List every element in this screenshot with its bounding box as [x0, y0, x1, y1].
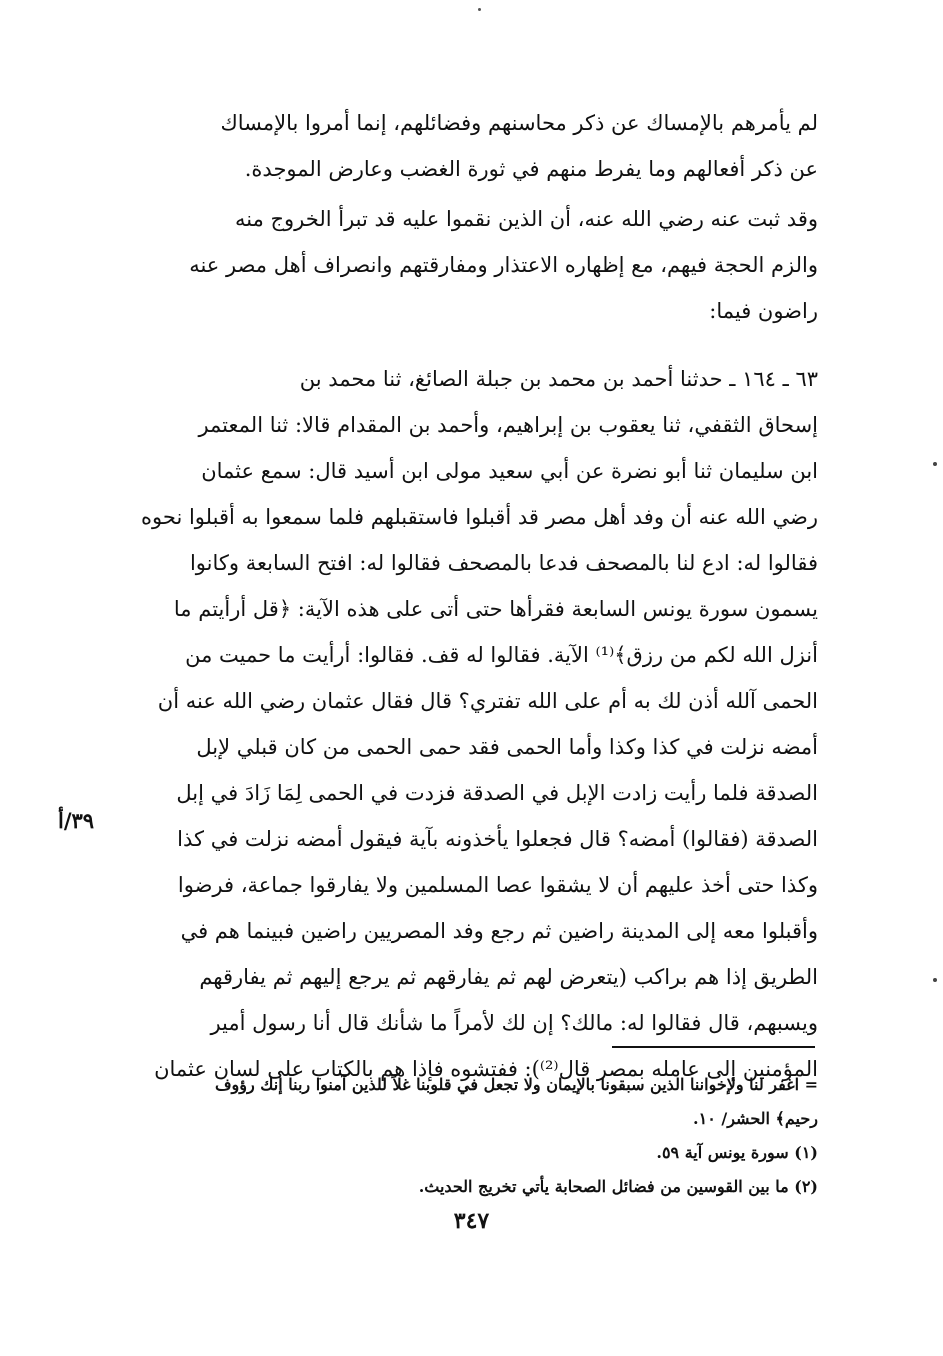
text-line: ٦٣ ـ ١٦٤ ـ حدثنا أحمد بن محمد بن جبلة الصائغ، ثنا محمد بن	[299, 367, 818, 391]
text-line: والزم الحجة فيهم، مع إظهاره الاعتذار ومفارقتهم وانصراف أهل مصر عنه	[189, 253, 818, 277]
text-line: لم يأمرهم بالإمساك عن ذكر محاسنهم وفضائلهم، إنما أمروا بالإمساك	[220, 111, 818, 135]
paragraph-intro	[118, 100, 818, 192]
text-line: وكذا حتى أخذ عليهم أن لا يشقوا عصا المسلمين ولا يفارقوا جماعة، فرضوا	[177, 873, 818, 897]
text-line: راضون فيما:	[709, 299, 818, 323]
manuscript-folio-note: ٣٩/أ	[58, 808, 95, 833]
footnote-line: رحيم﴾ الحشر/ ١٠.	[693, 1109, 818, 1128]
footnotes	[118, 1068, 818, 1204]
text-line: الحمى آلله أذن لك به أم على الله تفتري؟ قال فقال عثمان رضي الله عنه أن	[157, 689, 818, 713]
footnote-divider	[612, 1046, 815, 1048]
text-line: عن ذكر أفعالهم وما يفرط منهم في ثورة الغضب وعارض الموجدة.	[244, 157, 818, 181]
text-line: الصدقة (فقالوا) أمضه؟ قال فجعلوا يأخذونه بآية فيقول أمضه نزلت في كذا	[177, 827, 818, 851]
text-line: الطريق إذا هم براكب (يتعرض لهم ثم يفارقهم ثم يرجع إليهم ثم يفارقهم	[199, 965, 818, 989]
footnote-line: (٢) ما بين القوسين من فضائل الصحابة يأتي تخريج الحديث.	[418, 1177, 818, 1196]
text-line: أنزل الله لكم من رزق﴾⁽¹⁾ الآية. فقالوا له قف. فقالوا: أرأيت ما حميت من	[185, 643, 818, 667]
footnote-line: = اغفر لنا ولإخواننا الذين سبقونا بالإيمان ولا تجعل في قلوبنا غلاً للذين آمنوا ربنا إنك رؤوف	[214, 1075, 818, 1094]
footnote-line: (١) سورة يونس آية ٥٩.	[656, 1143, 818, 1162]
text-line: وقد ثبت عنه رضي الله عنه، أن الذين نقموا عليه قد تبرأ الخروج منه	[234, 207, 818, 231]
text-line: المؤمنين إلى عامله بمصر قال⁽²⁾): ففتشوه فإذا هم بالكتاب على لسان عثمان	[154, 1057, 818, 1081]
scan-speck	[933, 462, 937, 466]
scan-speck	[478, 8, 481, 11]
paragraph-second	[118, 196, 818, 334]
text-line: رضي الله عنه أن وفد أهل مصر قد أقبلوا فاستقبلهم فلما سمعوا به أقبلوا نحوه	[141, 505, 818, 529]
text-line: أمضه نزلت في كذا وكذا وأما الحمى فقد حمى الحمى من كان قبلي لإبل	[196, 735, 818, 759]
text-line: الصدقة فلما رأيت زادت الإبل في الصدقة فزدت في الحمى لِمَا زَادَ في إبل	[176, 781, 818, 805]
text-line: فقالوا له: ادع لنا بالمصحف فدعا بالمصحف فقالوا له: افتح السابعة وكانوا	[189, 551, 818, 575]
scan-speck	[933, 978, 937, 982]
text-line: يسمون سورة يونس السابعة فقرأها حتى أتى على هذه الآية: ﴿قل أرأيتم ما	[173, 597, 818, 621]
text-line: ويسبهم، قال فقالوا له: مالك؟ إن لك لأمراً ما شأنك قال أنا رسول أمير	[210, 1011, 818, 1035]
page-number: ٣٤٧	[453, 1208, 490, 1234]
text-line: ابن سليمان ثنا أبو نضرة عن أبي سعيد مولى ابن أسيد قال: سمع عثمان	[201, 459, 818, 483]
paragraph-hadith	[118, 356, 818, 1092]
text-line: وأقبلوا معه إلى المدينة راضين ثم رجع وفد المصريين راضين فبينما هم في	[180, 919, 818, 943]
text-line: إسحاق الثقفي، ثنا يعقوب بن إبراهيم، وأحمد بن المقدام قالا: ثنا المعتمر	[198, 413, 818, 437]
